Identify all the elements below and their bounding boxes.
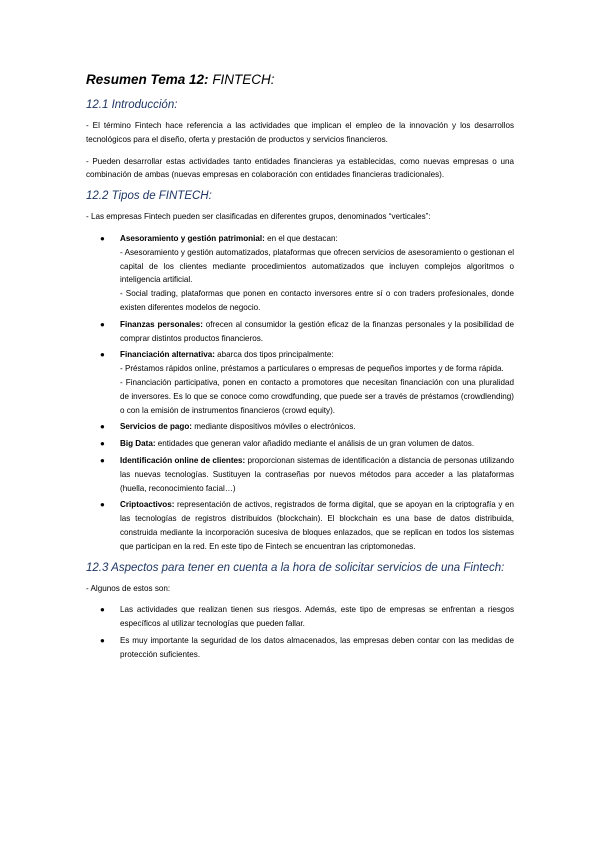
section-heading-aspectos: 12.3 Aspectos para tener en cuenta a la hora de solicitar servicios de una Fintech: xyxy=(86,561,505,574)
title-bold: Resumen Tema 12: xyxy=(86,72,209,87)
paragraph: - Algunos de estos son: xyxy=(86,583,171,593)
item-label: Financiación alternativa: xyxy=(120,350,215,360)
item-label: Big Data: xyxy=(120,439,156,449)
item-text: entidades que generan valor añadido mediante el análisis de un gran volumen de datos. xyxy=(155,439,475,449)
bullet-icon: ● xyxy=(100,319,105,329)
document-title xyxy=(86,72,514,87)
item-subpoint: - Préstamos rápidos online, préstamos a particulares o empresas de pequeños importes y de forma rápida. xyxy=(120,364,504,374)
list-item xyxy=(86,454,514,495)
item-label: Identificación online de clientes: xyxy=(120,455,246,465)
item-text: proporcionan sistemas de identificación a distancia de personas utilizando las nuevas tecnologías. Sustituyen la contraseñas por nuevos métodos para acceder a las plataformas (huella, reconocimiento facial…) xyxy=(120,455,514,493)
list-item xyxy=(86,437,514,451)
title-rest: FINTECH: xyxy=(208,72,275,87)
item-text: ofrecen al consumidor la gestión eficaz de la finanzas personales y la posibilidad de comprar distintos productos financieros. xyxy=(120,319,514,343)
item-text: mediante dispositivos móviles o electrónicos. xyxy=(191,422,356,432)
paragraph: - El término Fintech hace referencia a las actividades que implican el empleo de la innovación y los desarrollos tecnológicos para el diseño, oferta y prestación de productos y servicios financieros. xyxy=(86,121,514,144)
item-subpoint: - Social trading, plataformas que ponen en contacto inversores entre sí o con traders profesionales, donde existen diferentes modelos de negocio. xyxy=(120,289,514,312)
section-heading-tipos: 12.2 Tipos de FINTECH: xyxy=(86,190,212,203)
list-item xyxy=(86,318,514,346)
bullet-icon: ● xyxy=(100,500,105,510)
bullet-icon: ● xyxy=(100,635,105,645)
paragraph: - Las empresas Fintech pueden ser clasificadas en diferentes grupos, denominados “verticales”: xyxy=(86,212,431,222)
item-label: Criptoactivos: xyxy=(120,500,175,510)
item-text: Es muy importante la seguridad de los datos almacenados, las empresas deben contar con las medidas de protección suficientes. xyxy=(120,635,514,659)
bullet-icon: ● xyxy=(100,350,105,360)
item-text: en el que destacan: xyxy=(264,233,338,243)
section-heading-introduccion: 12.1 Introducción: xyxy=(86,99,178,111)
paragraph: - Pueden desarrollar estas actividades tanto entidades financieras ya establecidas, como nuevas empresas o una combinación de ambas (nuevas empresas en colaboración con entidades financieras tradicionales). xyxy=(86,156,514,180)
list-item xyxy=(86,603,514,631)
bullet-icon: ● xyxy=(100,455,105,465)
list-item xyxy=(86,634,514,662)
item-text: Las actividades que realizan tienen sus riesgos. Además, este tipo de empresas se enfrentan a riesgos específicos al utilizar tecnologías que pueden fallar. xyxy=(120,605,514,629)
list-item xyxy=(86,232,514,315)
bullet-icon: ● xyxy=(100,439,105,449)
item-text: abarca dos tipos principalmente: xyxy=(214,350,334,360)
bullet-icon: ● xyxy=(100,233,105,243)
list-item xyxy=(86,420,514,434)
list-item xyxy=(86,498,514,553)
fintech-types-list xyxy=(86,232,514,554)
item-text: representación de activos, registrados de forma digital, que se apoyan en la criptografía y en las tecnologías de registros distribuidos (blockchain). El blockchain es una base de datos distribuida, construida mediante la incorporación sucesiva de bloques enlazados, que se replican en todos los sistemas que participan en la red. En este tipo de Fintech se encuentran las criptomonedas. xyxy=(120,500,514,551)
item-subpoint: - Financiación participativa, ponen en contacto a promotores que necesitan financiación con una pluralidad de inversores. Es lo que se conoce como crowdfunding, que puede ser a través de préstamos (crowdlending) o con la emisión de instrumentos financieros (crowd equity). xyxy=(120,377,514,415)
list-item xyxy=(86,348,514,417)
item-label: Servicios de pago: xyxy=(120,422,192,432)
bullet-icon: ● xyxy=(100,422,105,432)
item-label: Asesoramiento y gestión patrimonial: xyxy=(120,233,265,243)
aspects-list xyxy=(86,603,514,661)
item-subpoint: - Asesoramiento y gestión automatizados, plataformas que ofrecen servicios de asesoramiento o gestionan el capital de los clientes mediante procedimientos automatizados que incluyen complejos algoritmos o inteligencia artificial. xyxy=(120,247,514,285)
item-label: Finanzas personales: xyxy=(120,319,203,329)
bullet-icon: ● xyxy=(100,605,105,615)
